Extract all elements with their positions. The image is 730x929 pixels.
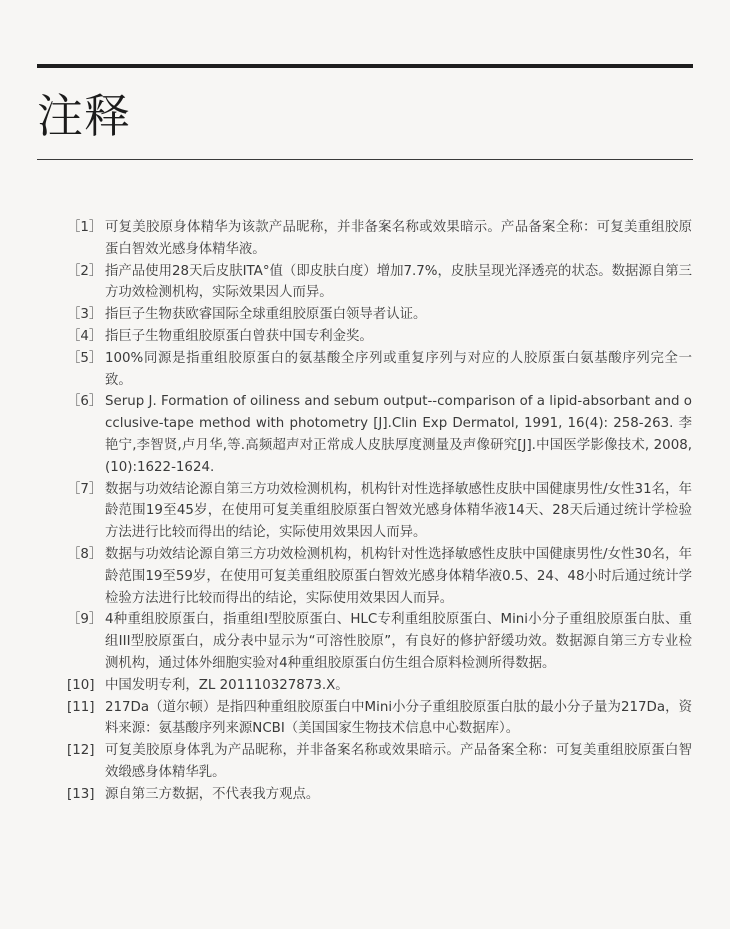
note-number: ［9］ bbox=[67, 612, 103, 628]
note-number: ［8］ bbox=[67, 546, 103, 562]
note-text: 数据与功效结论源自第三方功效检测机构，机构针对性选择敏感性皮肤中国健康男性/女性30名，年龄范围19至59岁，在使用可复美重组胶原蛋白智效光感身体精华液0.5、24、48小时后通过统计学检验方法进行比较而得出的结论，实际使用效果因人而异。 bbox=[105, 546, 692, 606]
note-item bbox=[67, 609, 692, 674]
note-item bbox=[67, 675, 692, 697]
note-number: ［6］ bbox=[67, 394, 103, 410]
note-item bbox=[67, 217, 692, 261]
note-text: 可复美胶原身体乳为产品昵称，并非备案名称或效果暗示。产品备案全称：可复美重组胶原蛋白智效缎感身体精华乳。 bbox=[105, 743, 692, 780]
note-text: 源自第三方数据，不代表我方观点。 bbox=[105, 786, 320, 802]
note-text: 217Da（道尔顿）是指四种重组胶原蛋白中Mini小分子重组胶原蛋白肽的最小分子量为217Da，资料来源：氨基酸序列来源NCBI（美国国家生物技术信息中心数据库）。 bbox=[105, 699, 692, 737]
top-divider bbox=[37, 64, 693, 68]
note-number: [10] bbox=[67, 677, 95, 693]
note-text: 100%同源是指重组胶原蛋白的氨基酸全序列或重复序列与对应的人胶原蛋白氨基酸序列完全一致。 bbox=[105, 350, 692, 388]
page-title: 注释 bbox=[37, 89, 131, 143]
note-item bbox=[67, 304, 692, 326]
note-number: [12] bbox=[67, 743, 95, 759]
note-item bbox=[67, 348, 692, 392]
note-text: 指巨子生物重组胶原蛋白曾获中国专利金奖。 bbox=[105, 328, 373, 344]
note-text: Serup J. Formation of oiliness and sebum output--comparison of a lipid-absorbant and occlusive-tape method with photometry [J].Clin Exp Dermatol, 1991, 16(4): 258-263. 李艳宁,李智贤,卢月华,等.高频超声对正常成人皮肤厚度测量及声像研究[J].中国医学影像技术, 2008,(10):1622-1624. bbox=[105, 394, 692, 475]
note-item bbox=[67, 544, 692, 609]
note-number: ［3］ bbox=[67, 307, 103, 323]
note-item bbox=[67, 326, 692, 348]
note-number: ［4］ bbox=[67, 328, 103, 344]
note-item bbox=[67, 740, 692, 784]
note-item bbox=[67, 261, 692, 305]
note-text: 4种重组胶原蛋白，指重组I型胶原蛋白、HLC专利重组胶原蛋白、Mini小分子重组胶原蛋白肽、重组III型胶原蛋白，成分表中显示为“可溶性胶原”，有良好的修护舒缓功效。数据源自第三方专业检测机构，通过体外细胞实验对4种重组胶原蛋白仿生组合原料检测所得数据。 bbox=[105, 612, 692, 671]
note-text: 中国发明专利，ZL 201110327873.X。 bbox=[105, 677, 349, 693]
note-item bbox=[67, 391, 692, 478]
note-number: [11] bbox=[67, 699, 95, 715]
note-number: ［7］ bbox=[67, 481, 103, 497]
note-number: ［5］ bbox=[67, 350, 103, 366]
note-text: 指巨子生物获欧睿国际全球重组胶原蛋白领导者认证。 bbox=[105, 307, 427, 323]
notes-list bbox=[67, 217, 692, 806]
note-text: 指产品使用28天后皮肤ITA°值（即皮肤白度）增加7.7%，皮肤呈现光泽透亮的状态。数据源自第三方功效检测机构，实际效果因人而异。 bbox=[105, 263, 692, 301]
title-divider bbox=[37, 159, 693, 160]
note-item bbox=[67, 697, 692, 741]
note-number: ［2］ bbox=[67, 263, 103, 279]
note-item bbox=[67, 784, 692, 806]
note-number: [13] bbox=[67, 786, 95, 802]
note-item bbox=[67, 479, 692, 544]
note-text: 可复美胶原身体精华为该款产品昵称，并非备案名称或效果暗示。产品备案全称：可复美重组胶原蛋白智效光感身体精华液。 bbox=[105, 220, 692, 257]
note-text: 数据与功效结论源自第三方功效检测机构，机构针对性选择敏感性皮肤中国健康男性/女性31名，年龄范围19至45岁，在使用可复美重组胶原蛋白智效光感身体精华液14天、28天后通过统计学检验方法进行比较而得出的结论，实际使用效果因人而异。 bbox=[105, 481, 692, 541]
note-number: ［1］ bbox=[67, 220, 103, 235]
